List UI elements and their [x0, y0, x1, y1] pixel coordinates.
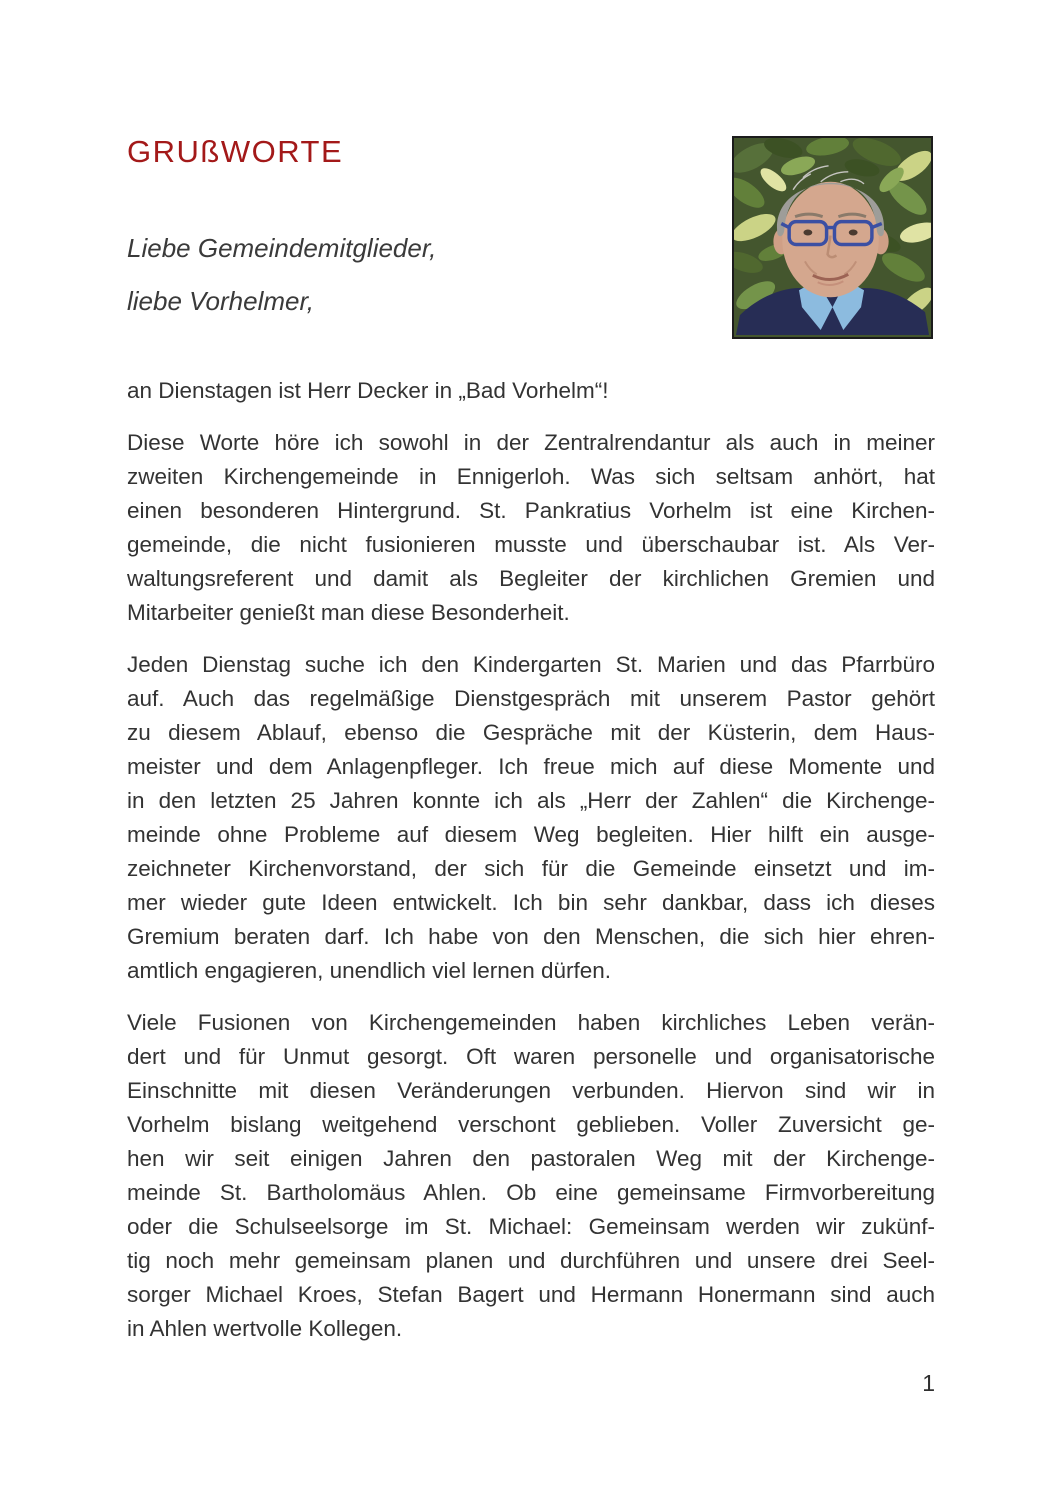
text-line: zeichneter Kirchenvorstand, der sich für die Gemeinde einsetzt und im- [127, 856, 935, 881]
text-line: Diese Worte höre ich sowohl in der Zentralrendantur als auch in meiner [127, 430, 935, 455]
text-line: hen wir seit einigen Jahren den pastoralen Weg mit der Kirchenge- [127, 1146, 935, 1171]
paragraph [127, 426, 935, 630]
text-line: Vorhelm bislang weitgehend verschont geblieben. Voller Zuversicht ge- [127, 1112, 935, 1137]
eye-right [849, 230, 858, 236]
text-line: oder die Schulseelsorge im St. Michael: Gemeinsam werden wir zukünf- [127, 1214, 935, 1239]
text-line: meister und dem Anlagenpfleger. Ich freue mich auf diese Momente und [127, 754, 935, 779]
text-line: tig noch mehr gemeinsam planen und durchführen und unsere drei Seel- [127, 1248, 935, 1273]
text-line: Gremium beraten darf. Ich habe von den Menschen, die sich hier ehren- [127, 924, 935, 949]
page-title: GRUßWORTE [127, 134, 344, 169]
text-line: in Ahlen wertvolle Kollegen. [127, 1316, 403, 1341]
text-line: meinde St. Bartholomäus Ahlen. Ob eine gemeinsame Firmvorbereitung [127, 1180, 935, 1205]
body-text [127, 374, 935, 1364]
paragraph [127, 648, 935, 988]
page-number: 1 [922, 1370, 935, 1396]
greeting-line-1: Liebe Gemeindemitglieder, [127, 233, 437, 263]
eye-left [803, 230, 812, 236]
text-line: amtlich engagieren, unendlich viel lernen dürfen. [127, 958, 612, 983]
text-line: in den letzten 25 Jahren konnte ich als „Herr der Zahlen“ die Kirchenge- [127, 788, 935, 813]
text-line: meinde ohne Probleme auf diesem Weg begleiten. Hier hilft ein ausge- [127, 822, 935, 847]
text-line: zu diesem Ablauf, ebenso die Gespräche mit der Küsterin, dem Haus- [127, 720, 935, 745]
text-line: waltungsreferent und damit als Begleiter der kirchlichen Gremien und [127, 566, 935, 591]
paragraph [127, 374, 935, 408]
text-line: Mitarbeiter genießt man diese Besonderheit. [127, 600, 570, 625]
text-line: Jeden Dienstag suche ich den Kindergarten St. Marien und das Pfarrbüro [127, 652, 935, 677]
text-line: an Dienstagen ist Herr Decker in „Bad Vorhelm“! [127, 378, 609, 403]
text-line: Einschnitte mit diesen Veränderungen verbunden. Hiervon sind wir in [127, 1078, 935, 1103]
text-line: einen besonderen Hintergrund. St. Pankratius Vorhelm ist eine Kirchen- [127, 498, 935, 523]
text-line: dert und für Unmut gesorgt. Oft waren personelle und organisatorische [127, 1044, 935, 1069]
text-line: gemeinde, die nicht fusionieren musste und überschaubar ist. Als Ver- [127, 532, 935, 557]
portrait-illustration [734, 138, 931, 337]
text-line: mer wieder gute Ideen entwickelt. Ich bin sehr dankbar, dass ich dieses [127, 890, 935, 915]
text-line: auf. Auch das regelmäßige Dienstgespräch mit unserem Pastor gehört [127, 686, 935, 711]
text-line: sorger Michael Kroes, Stefan Bagert und Hermann Honermann sind auch [127, 1282, 935, 1307]
text-line: zweiten Kirchengemeinde in Ennigerloh. Was sich seltsam anhört, hat [127, 464, 935, 489]
greeting-line-2: liebe Vorhelmer, [127, 286, 314, 316]
portrait-photo [732, 136, 933, 339]
paragraph [127, 1006, 935, 1346]
greeting-block [127, 222, 436, 328]
text-line: Viele Fusionen von Kirchengemeinden haben kirchliches Leben verän- [127, 1010, 935, 1035]
